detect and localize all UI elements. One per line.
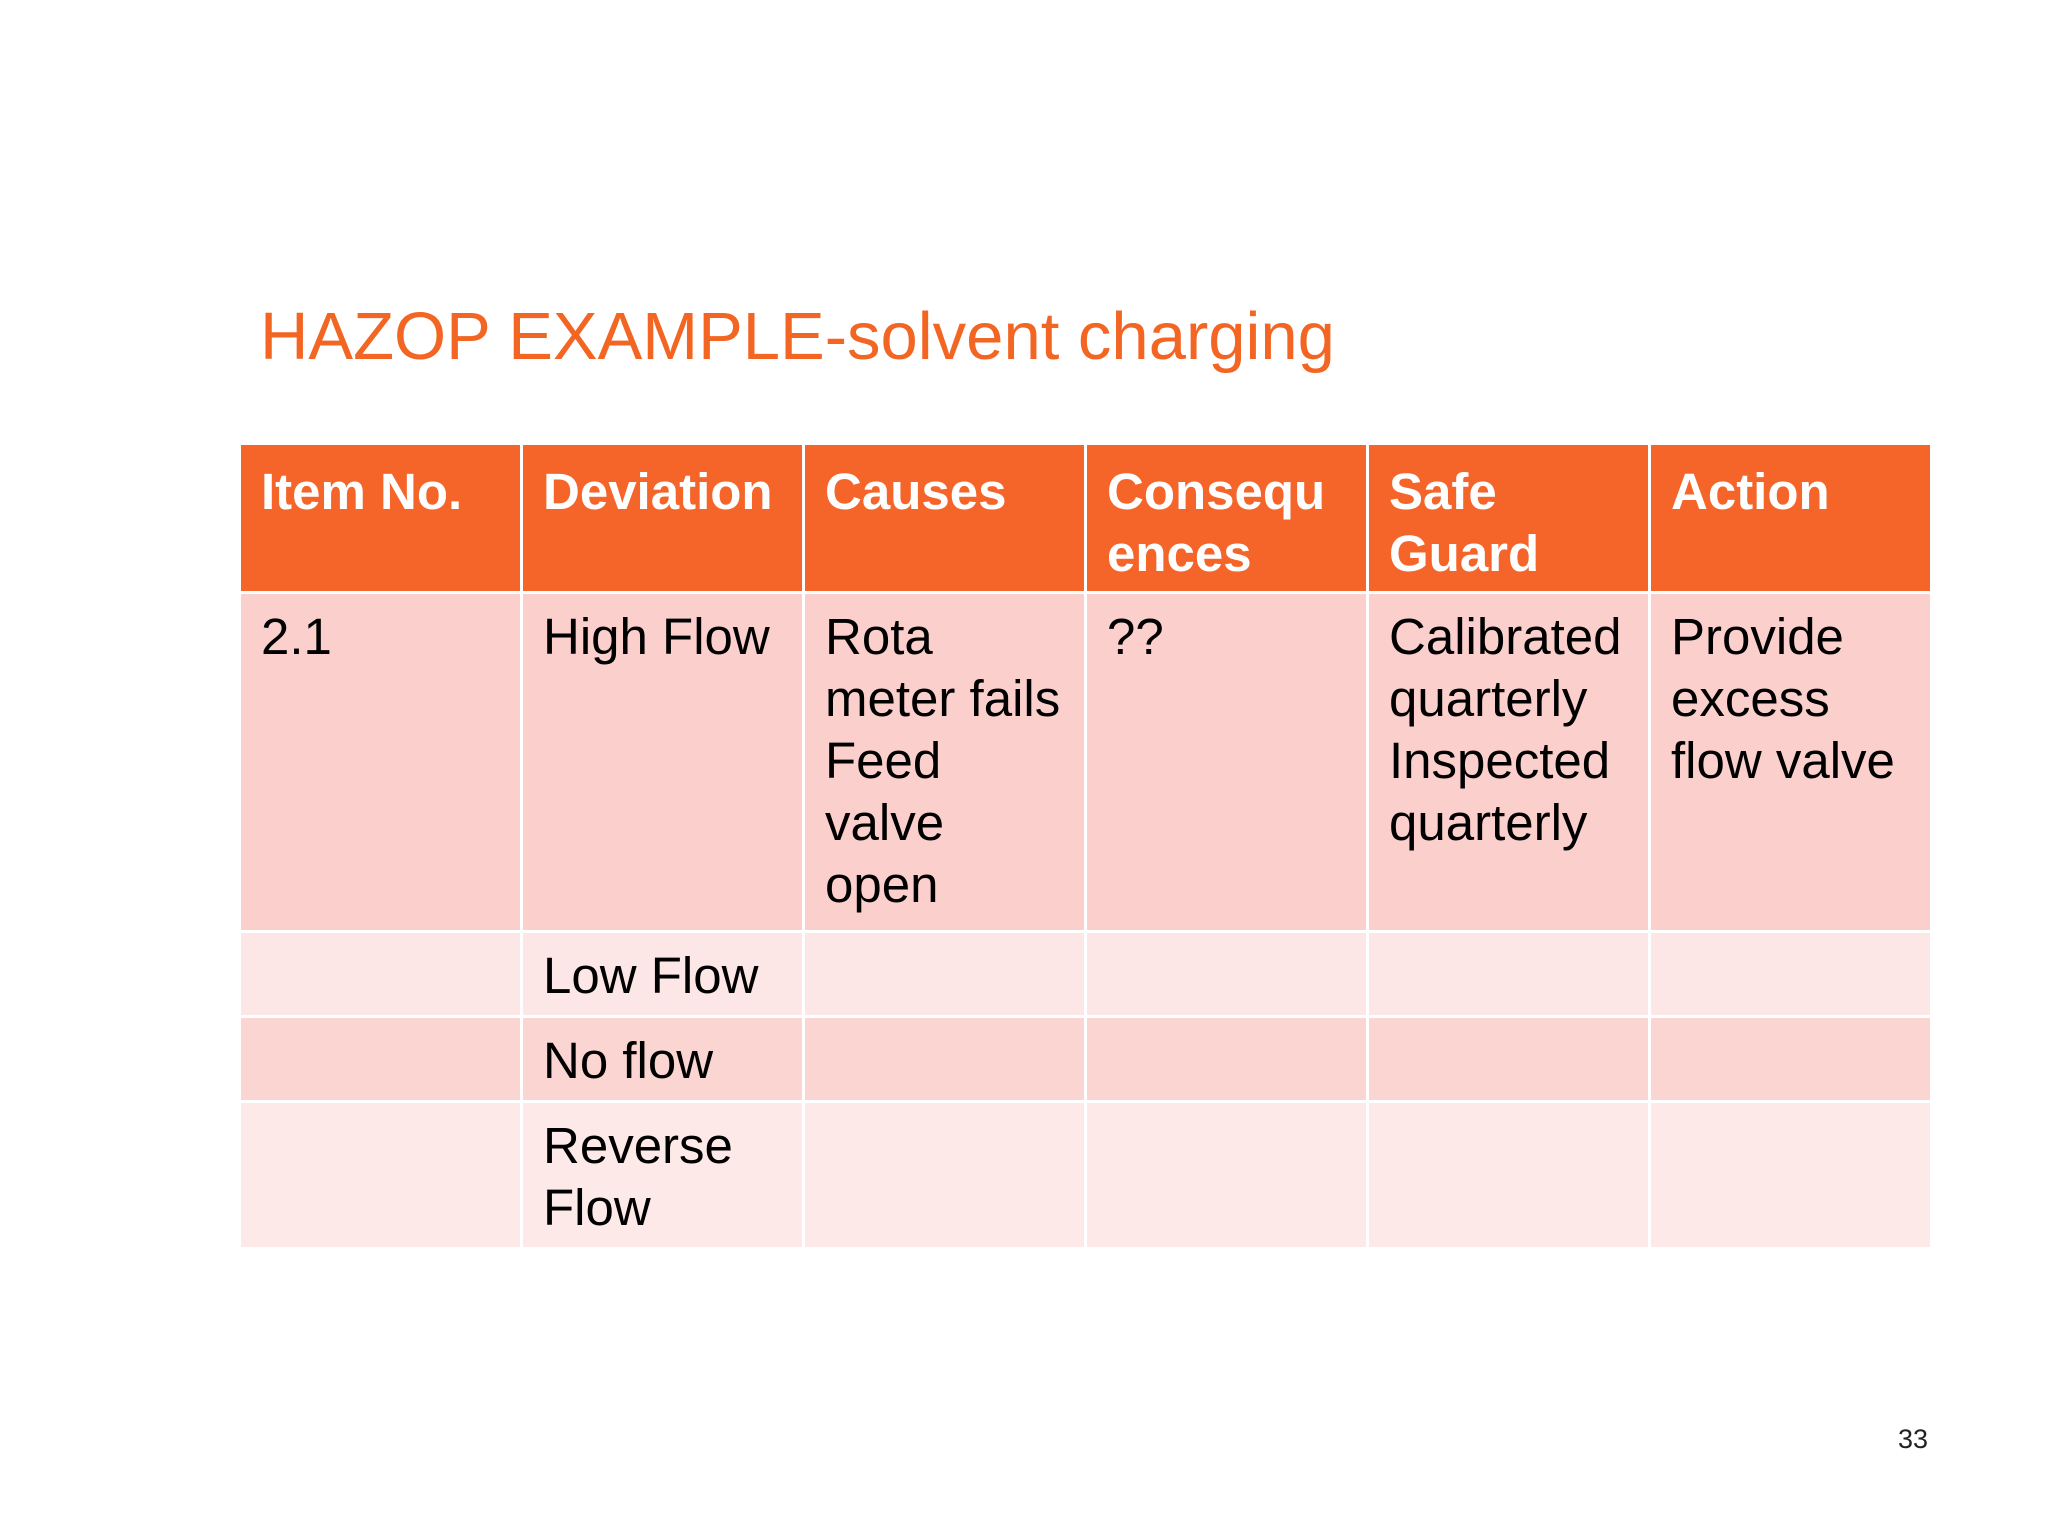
- table-row: [240, 1102, 1932, 1249]
- table-cell-item-no: [240, 1102, 522, 1249]
- table-cell-deviation: Low Flow: [522, 932, 804, 1017]
- table-cell-action: [1650, 1017, 1932, 1102]
- table-cell-action: Provide excess flow valve: [1650, 593, 1932, 932]
- header-causes: Causes: [804, 444, 1086, 593]
- table-row: [240, 593, 1932, 932]
- table-cell-consequences: [1086, 1102, 1368, 1249]
- table-cell-causes: [804, 932, 1086, 1017]
- slide-title: HAZOP EXAMPLE-solvent charging: [260, 299, 1335, 374]
- table-cell-safe-guard: [1368, 1102, 1650, 1249]
- table-cell-causes: [804, 1017, 1086, 1102]
- table-cell-consequences: [1086, 1017, 1368, 1102]
- hazop-table: [238, 442, 1933, 1250]
- table-cell-consequences: [1086, 932, 1368, 1017]
- table-header-row: [240, 444, 1932, 593]
- header-safe-guard: Safe Guard: [1368, 444, 1650, 593]
- table-cell-safe-guard: [1368, 932, 1650, 1017]
- table-cell-action: [1650, 1102, 1932, 1249]
- table-cell-action: [1650, 932, 1932, 1017]
- page-number: 33: [1897, 1424, 1928, 1454]
- table-cell-deviation: No flow: [522, 1017, 804, 1102]
- table-cell-safe-guard: [1368, 1017, 1650, 1102]
- header-deviation: Deviation: [522, 444, 804, 593]
- table-cell-item-no: [240, 932, 522, 1017]
- header-consequences: Consequ ences: [1086, 444, 1368, 593]
- table-cell-deviation: Reverse Flow: [522, 1102, 804, 1249]
- header-item-no: Item No.: [240, 444, 522, 593]
- table-cell-safe-guard: Calibrated quarterly Inspected quarterly: [1368, 593, 1650, 932]
- table-row: [240, 932, 1932, 1017]
- table-cell-deviation: High Flow: [522, 593, 804, 932]
- header-action: Action: [1650, 444, 1932, 593]
- table-cell-causes: [804, 1102, 1086, 1249]
- table-cell-item-no: [240, 1017, 522, 1102]
- table-cell-causes: Rota meter fails Feed valve open: [804, 593, 1086, 932]
- table-row: [240, 1017, 1932, 1102]
- table-cell-consequences: ??: [1086, 593, 1368, 932]
- table-cell-item-no: 2.1: [240, 593, 522, 932]
